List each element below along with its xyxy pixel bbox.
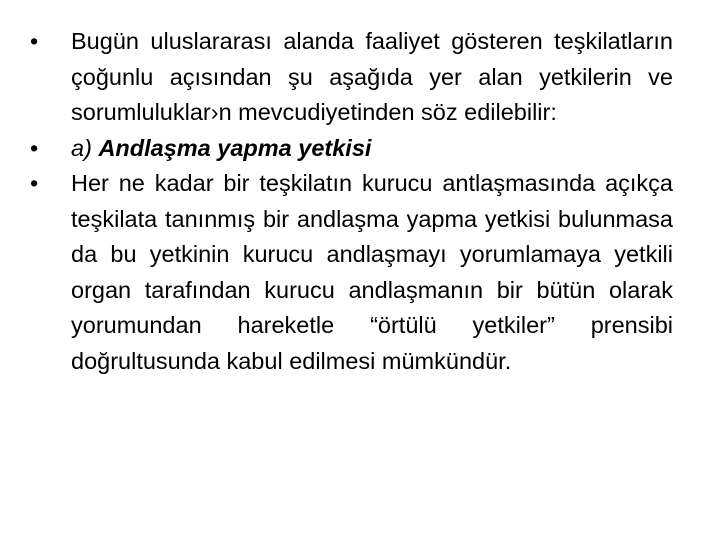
bullet-dot-icon: • [30, 134, 39, 161]
bullet-dot-icon: • [30, 170, 39, 196]
bullet-text-intro: Bugün uluslararası alanda faaliyet gösteren teşkilatların çoğunlu açısından şu aşağıda yer alan yetkilerin ve sorumluluklar›n mevcudiyetinden söz edilebilir: [71, 28, 673, 125]
bullet-text-heading [71, 131, 673, 167]
heading-text: Andlaşma yapma yetkisi [98, 134, 372, 161]
bullet-dot-icon: • [30, 28, 39, 54]
bullet-item-intro [30, 24, 673, 131]
bullet-item-heading [30, 131, 673, 167]
bullet-list [30, 24, 673, 379]
bullet-prefix: a) [71, 134, 99, 161]
bullet-item-explanation [30, 166, 673, 379]
bullet-text-explanation: Her ne kadar bir teşkilatın kurucu antlaşmasında açıkça teşkilata tanınmış bir andlaşma yapma yetkisi bulunmasa da bu yetkinin kurucu andlaşmayı yorumlamaya yetkili organ tarafından kurucu andlaşmanın bir bütün olarak yorumundan hareketle “örtülü yetkiler” prensibi doğrultusunda kabul edilmesi mümkündür. [71, 170, 673, 374]
